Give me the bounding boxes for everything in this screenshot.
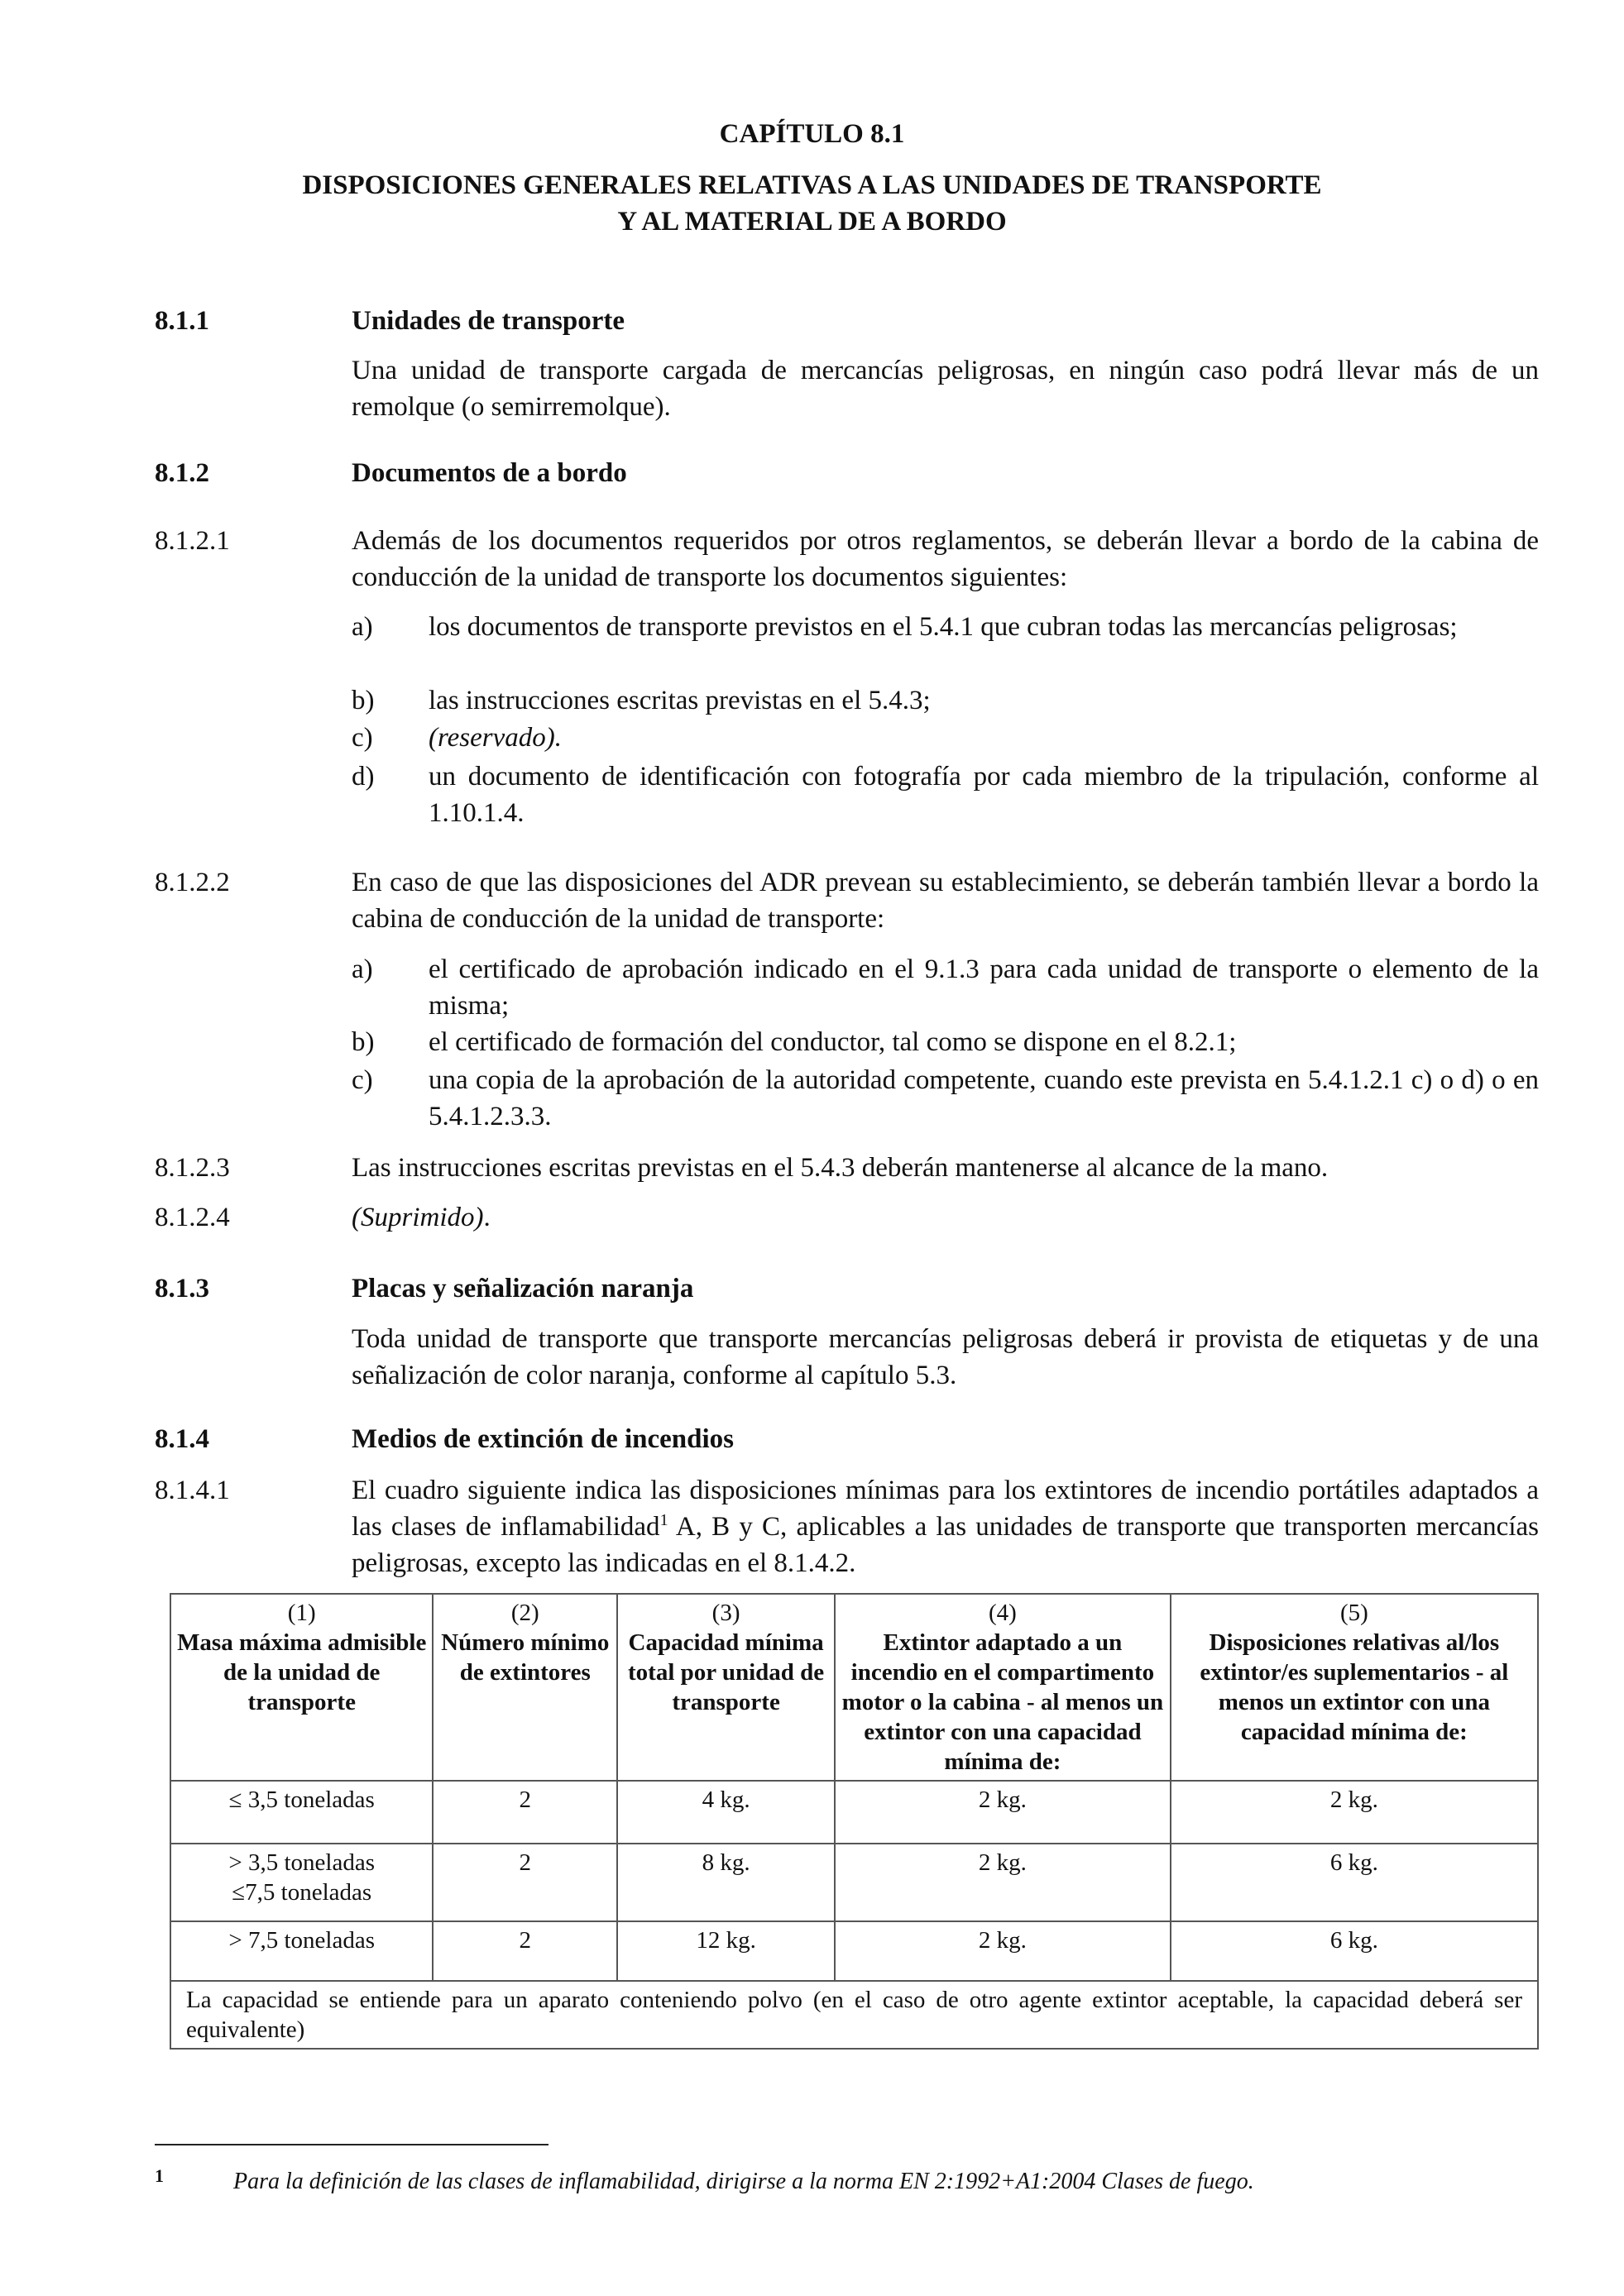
section-number-8-1-4-1: 8.1.4.1 [155,1476,230,1505]
table-row [170,1844,1538,1921]
table-cell-mass [170,1781,433,1844]
section-text-8-1-2-4 [352,1199,1539,1236]
list-item-text: (reservado). [429,723,562,753]
mass-value-second-line: ≤7,5 toneladas [232,1879,372,1906]
chapter-title: CAPÍTULO 8.1 [719,119,905,149]
chapter-subtitle [0,167,1624,240]
list-item-letter: c) [352,1065,373,1095]
list-item-letter: a) [352,612,373,642]
table-cell-total: 12 kg. [617,1921,835,1981]
table-header-cell [835,1594,1171,1781]
section-number-8-1-2: 8.1.2 [155,458,209,488]
section-text-8-1-2-3: Las instrucciones escritas previstas en el 5.4.3 deberán mantenerse al alcance de la mano. [352,1153,1329,1183]
list-item-text: los documentos de transporte previstos en el 5.4.1 que cubran todas las mercancías peligrosas; [429,612,1458,642]
column-number: (1) [287,1600,316,1626]
section-text-8-1-2-2: En caso de que las disposiciones del ADR prevean su establecimiento, se deberán también llevar a bordo la cabina de conducción de la unidad de transporte: [352,868,1539,934]
footnote-text: Para la definición de las clases de inflamabilidad, dirigirse a la norma EN 2:1992+A1:2004 Clases de fuego. [233,2169,1254,2194]
table-header-row [170,1594,1538,1781]
table-cell-mass [170,1921,433,1981]
chapter-subtitle-line2: Y AL MATERIAL DE A BORDO [617,207,1007,237]
column-label: Extintor adaptado a un incendio en el compartimento motor o la cabina - al menos un extintor con una capacidad mínima de: [841,1629,1164,1775]
extinguisher-table [170,1593,1539,2050]
table-cell-total: 4 kg. [617,1781,835,1844]
footnote-separator [155,2144,549,2145]
column-number: (2) [510,1600,539,1626]
table-header-cell [617,1594,835,1781]
table-cell-engine: 2 kg. [835,1921,1171,1981]
section-number-8-1-2-3: 8.1.2.3 [155,1153,230,1183]
list-item-letter: b) [352,1027,375,1057]
table-cell-count: 2 [433,1844,617,1921]
column-label: Capacidad mínima total por unidad de transporte [628,1629,825,1715]
list-item-text: una copia de la aprobación de la autoridad competente, cuando este prevista en 5.4.1.2.1 c) o d) o en 5.4.1.2.3.3. [429,1065,1539,1131]
table-cell-extra: 2 kg. [1171,1781,1538,1844]
column-label: Disposiciones relativas al/los extintor/es suplementarios - al menos un extintor con una capacidad mínima de: [1200,1629,1509,1745]
list-item-letter: d) [352,762,375,792]
column-label: Masa máxima admisible de la unidad de transporte [177,1629,427,1715]
table-cell-engine: 2 kg. [835,1844,1171,1921]
section-number-8-1-2-2: 8.1.2.2 [155,868,230,897]
mass-value: ≤ 3,5 toneladas [228,1787,375,1813]
table-row [170,1781,1538,1844]
suppressed-period: . [483,1203,491,1232]
footnote-reference: 1 [659,1511,668,1529]
list-item-letter: c) [352,723,373,753]
list-item-text: el certificado de aprobación indicado en el 9.1.3 para cada unidad de transporte o elemento de la misma; [429,954,1539,1021]
mass-value: > 7,5 toneladas [228,1927,376,1954]
section-number-8-1-1: 8.1.1 [155,306,209,336]
footnote-mark: 1 [155,2165,164,2186]
section-text-8-1-1: Una unidad de transporte cargada de mercancías peligrosas, en ningún caso podrá llevar más de un remolque (o semirremolque). [352,356,1539,422]
section-number-8-1-2-4: 8.1.2.4 [155,1203,230,1232]
table-header-cell [1171,1594,1538,1781]
section-text-8-1-2-1: Además de los documentos requeridos por otros reglamentos, se deberán llevar a bordo de la cabina de conducción de la unidad de transporte los documentos siguientes: [352,526,1539,592]
chapter-subtitle-line1: DISPOSICIONES GENERALES RELATIVAS A LAS UNIDADES DE TRANSPORTE [302,170,1322,200]
section-heading-8-1-3: Placas y señalización naranja [352,1274,694,1303]
section-number-8-1-3: 8.1.3 [155,1274,209,1303]
section-heading-8-1-4: Medios de extinción de incendios [352,1424,735,1454]
table-header-cell [433,1594,617,1781]
mass-value: > 3,5 toneladas [228,1849,376,1876]
section-text-8-1-4-1 [352,1472,1539,1581]
list-item-letter: a) [352,954,373,984]
table-cell-extra: 6 kg. [1171,1844,1538,1921]
section-heading-8-1-2: Documentos de a bordo [352,458,627,488]
list-item-text: un documento de identificación con fotografía por cada miembro de la tripulación, conforme al 1.10.1.4. [429,762,1539,828]
section-text-8-1-4-1-part2: A, B y C, aplicables a las unidades de transporte que transporten mercancías peligrosas, excepto las indicadas en el 8.1.4.2. [352,1512,1539,1578]
table-cell-count: 2 [433,1781,617,1844]
section-text-8-1-3: Toda unidad de transporte que transporte mercancías peligrosas deberá ir provista de etiquetas y de una señalización de color naranja, conforme al capítulo 5.3. [352,1324,1539,1390]
list-item-text: el certificado de formación del conductor, tal como se dispone en el 8.2.1; [429,1027,1237,1057]
column-number: (4) [988,1600,1017,1626]
section-number-8-1-4: 8.1.4 [155,1424,209,1454]
table-header-cell [170,1594,433,1781]
list-item-text: las instrucciones escritas previstas en el 5.4.3; [429,686,931,715]
section-text-8-1-4-1-part1: El cuadro siguiente indica las disposiciones mínimas para los extintores de incendio portátiles adaptados a las clases de inflamabilidad [352,1476,1539,1542]
list-item-letter: b) [352,686,375,715]
column-number: (5) [1339,1600,1368,1626]
table-row [170,1921,1538,1981]
table-cell-total: 8 kg. [617,1844,835,1921]
table-note: La capacidad se entiende para un aparato conteniendo polvo (en el caso de otro agente extintor aceptable, la capacidad deberá ser equivalente) [170,1981,1538,2049]
table-cell-count: 2 [433,1921,617,1981]
column-label: Número mínimo de extintores [441,1629,610,1686]
table-note-row [170,1981,1538,2049]
column-number: (3) [711,1600,740,1626]
table-cell-extra: 6 kg. [1171,1921,1538,1981]
section-heading-8-1-1: Unidades de transporte [352,306,625,336]
table-cell-engine: 2 kg. [835,1781,1171,1844]
suppressed-text: (Suprimido) [352,1203,484,1232]
section-number-8-1-2-1: 8.1.2.1 [155,526,230,556]
table-cell-mass [170,1844,433,1921]
